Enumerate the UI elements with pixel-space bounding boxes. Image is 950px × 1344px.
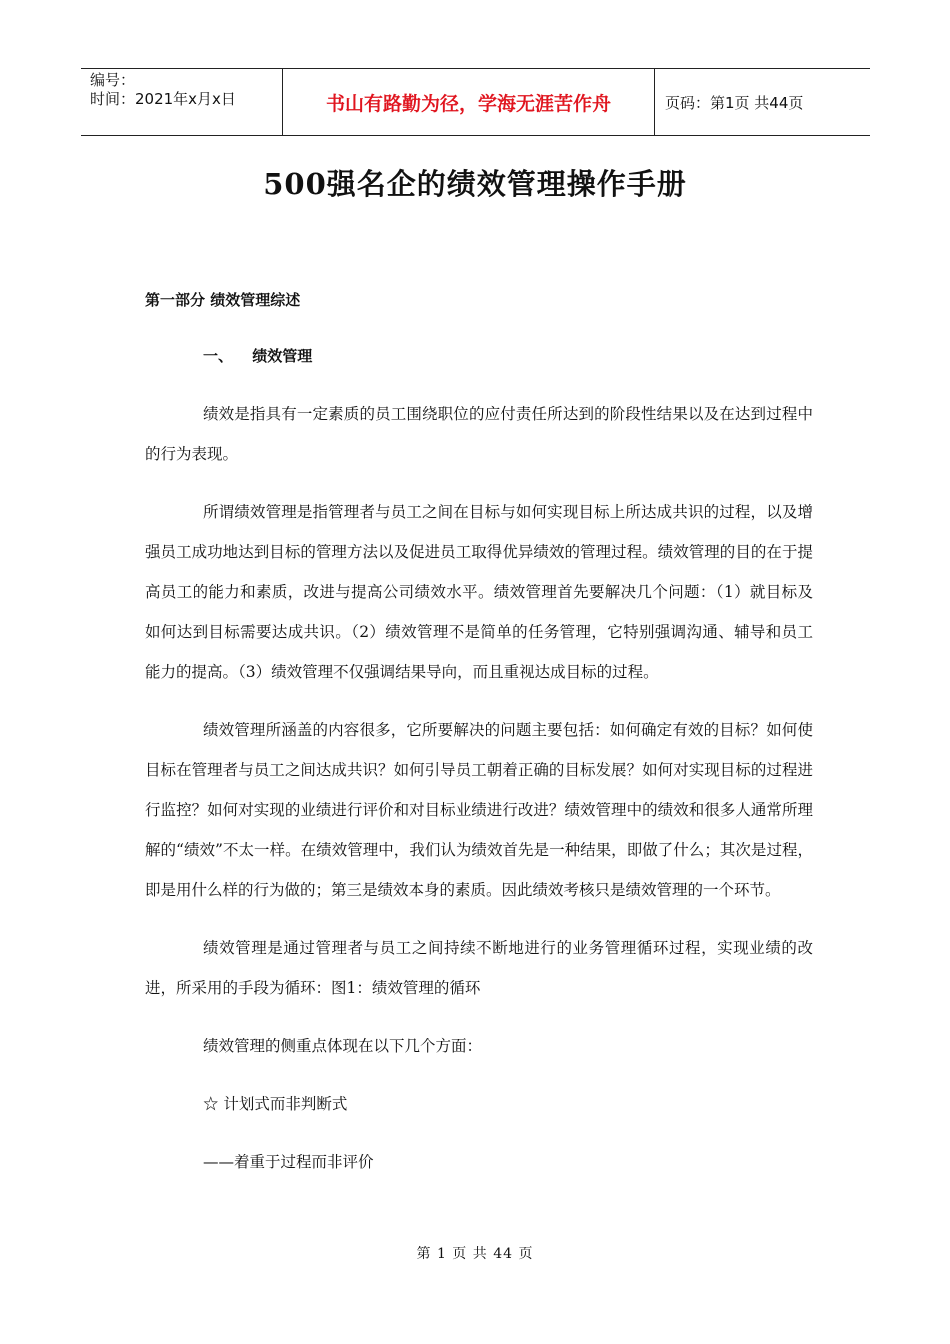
- paragraph: 所谓绩效管理是指管理者与员工之间在目标与如何实现目标上所达成共识的过程，以及增强员工成功地达到目标的管理方法以及促进员工取得优异绩效的管理过程。绩效管理的目的在于提高员工的能力和素质，改进与提高公司绩效水平。绩效管理首先要解决几个问题：（1）就目标及如何达到目标需要达成共识。（2）绩效管理不是简单的任务管理，它特别强调沟通、辅导和员工能力的提高。（3）绩效管理不仅强调结果导向，而且重视达成目标的过程。: [145, 503, 813, 681]
- document-body: [145, 280, 813, 1182]
- document-number-label: 编号：: [90, 71, 136, 89]
- body-line: 绩效管理的侧重点体现在以下几个方面：: [203, 1037, 483, 1055]
- page-header: [81, 68, 870, 136]
- section-label: 绩效管理: [252, 347, 313, 365]
- section-heading: [203, 336, 813, 376]
- paragraph: 绩效管理所涵盖的内容很多，它所要解决的问题主要包括：如何确定有效的目标？如何使目标在管理者与员工之间达成共识？如何引导员工朝着正确的目标发展？如何对实现目标的过程进行监控？如何对实现的业绩进行评价和对目标业绩进行改进？绩效管理中的绩效和很多人通常所理解的“绩效”不太一样。在绩效管理中，我们认为绩效首先是一种结果，即做了什么；其次是过程，即是用什么样的行为做的；第三是绩效本身的素质。因此绩效考核只是绩效管理的一个环节。: [145, 721, 813, 899]
- header-page-info: 页码：第1页 共44页: [665, 93, 804, 112]
- paragraph: 绩效管理是通过管理者与员工之间持续不断地进行的业务管理循环过程，实现业绩的改进，所采用的手段为循环：图1：绩效管理的循环: [145, 939, 813, 997]
- document-title: 500强名企的绩效管理操作手册: [263, 167, 687, 201]
- list-item: ☆ 计划式而非判断式: [203, 1095, 348, 1113]
- part-heading: 第一部分 绩效管理综述: [145, 291, 301, 309]
- page-footer: 第 1 页 共 44 页: [416, 1246, 534, 1262]
- list-subitem: ——着重于过程而非评价: [203, 1153, 374, 1171]
- header-meta: [81, 69, 282, 135]
- section-number: 一、: [203, 347, 234, 365]
- header-motto: 书山有路勤为径，学海无涯苦作舟: [282, 69, 655, 135]
- paragraph: 绩效是指具有一定素质的员工围绕职位的应付责任所达到的阶段性结果以及在达到过程中的行为表现。: [145, 405, 813, 463]
- document-date: 时间：2021年x月x日: [90, 90, 236, 108]
